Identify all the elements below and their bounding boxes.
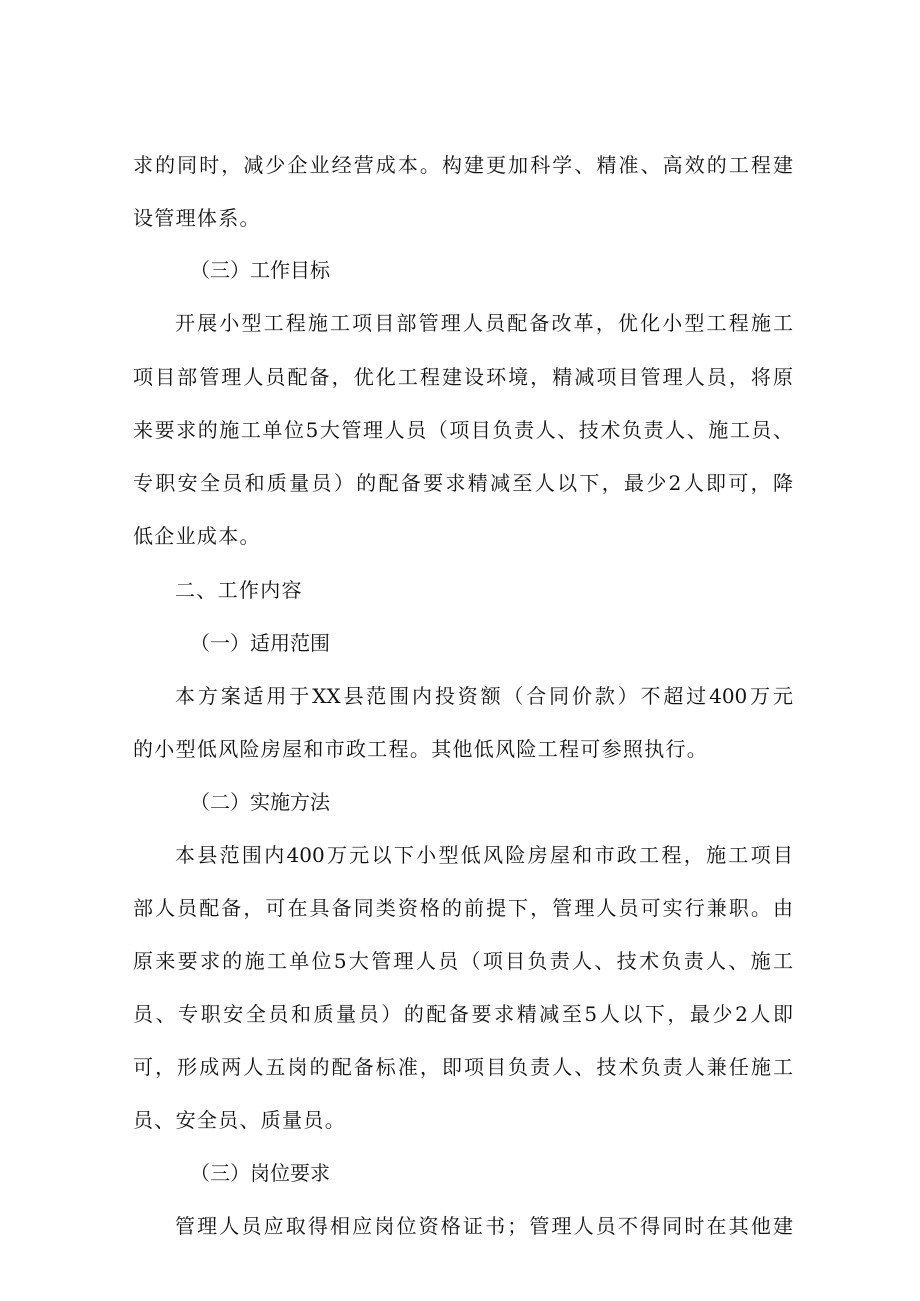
section-heading: （三）岗位要求 (190, 1161, 330, 1185)
paragraph-line: 本方案适用于XX县范围内投资额（合同价款）不超过400万元 (175, 684, 793, 708)
section-heading: （三）工作目标 (190, 258, 330, 282)
paragraph-line: 的小型低风险房屋和市政工程。其他低风险工程可参照执行。 (133, 737, 709, 761)
paragraph-line: 开展小型工程施工项目部管理人员配备改革，优化小型工程施工 (175, 311, 793, 335)
paragraph-line: 员、安全员、质量员。 (133, 1108, 346, 1132)
chapter-heading: 二、工作内容 (175, 578, 303, 602)
paragraph-line: 设管理体系。 (133, 206, 261, 230)
paragraph-line: 原来要求的施工单位5大管理人员（项目负责人、技术负责人、施工 (133, 949, 793, 973)
section-heading: （一）适用范围 (190, 631, 330, 655)
paragraph-line: 管理人员应取得相应岗位资格证书；管理人员不得同时在其他建 (175, 1214, 793, 1238)
paragraph-line: 来要求的施工单位5大管理人员（项目负责人、技术负责人、施工员、 (133, 418, 793, 442)
paragraph-line: 部人员配备，可在具备同类资格的前提下，管理人员可实行兼职。由 (133, 896, 793, 920)
section-heading: （二）实施方法 (190, 790, 330, 814)
paragraph-line: 专职安全员和质量员）的配备要求精减至人以下，最少2人即可，降 (133, 471, 793, 495)
paragraph-line: 求的同时，减少企业经营成本。构建更加科学、精准、高效的工程建 (133, 153, 793, 177)
paragraph-line: 可，形成两人五岗的配备标准，即项目负责人、技术负责人兼任施工 (133, 1055, 793, 1079)
paragraph-line: 员、专职安全员和质量员）的配备要求精减至5人以下，最少2人即 (133, 1002, 793, 1026)
paragraph-line: 低企业成本。 (133, 524, 261, 548)
paragraph-line: 本县范围内400万元以下小型低风险房屋和市政工程，施工项目 (175, 843, 793, 867)
paragraph-line: 项目部管理人员配备，优化工程建设环境，精减项目管理人员，将原 (133, 365, 793, 389)
